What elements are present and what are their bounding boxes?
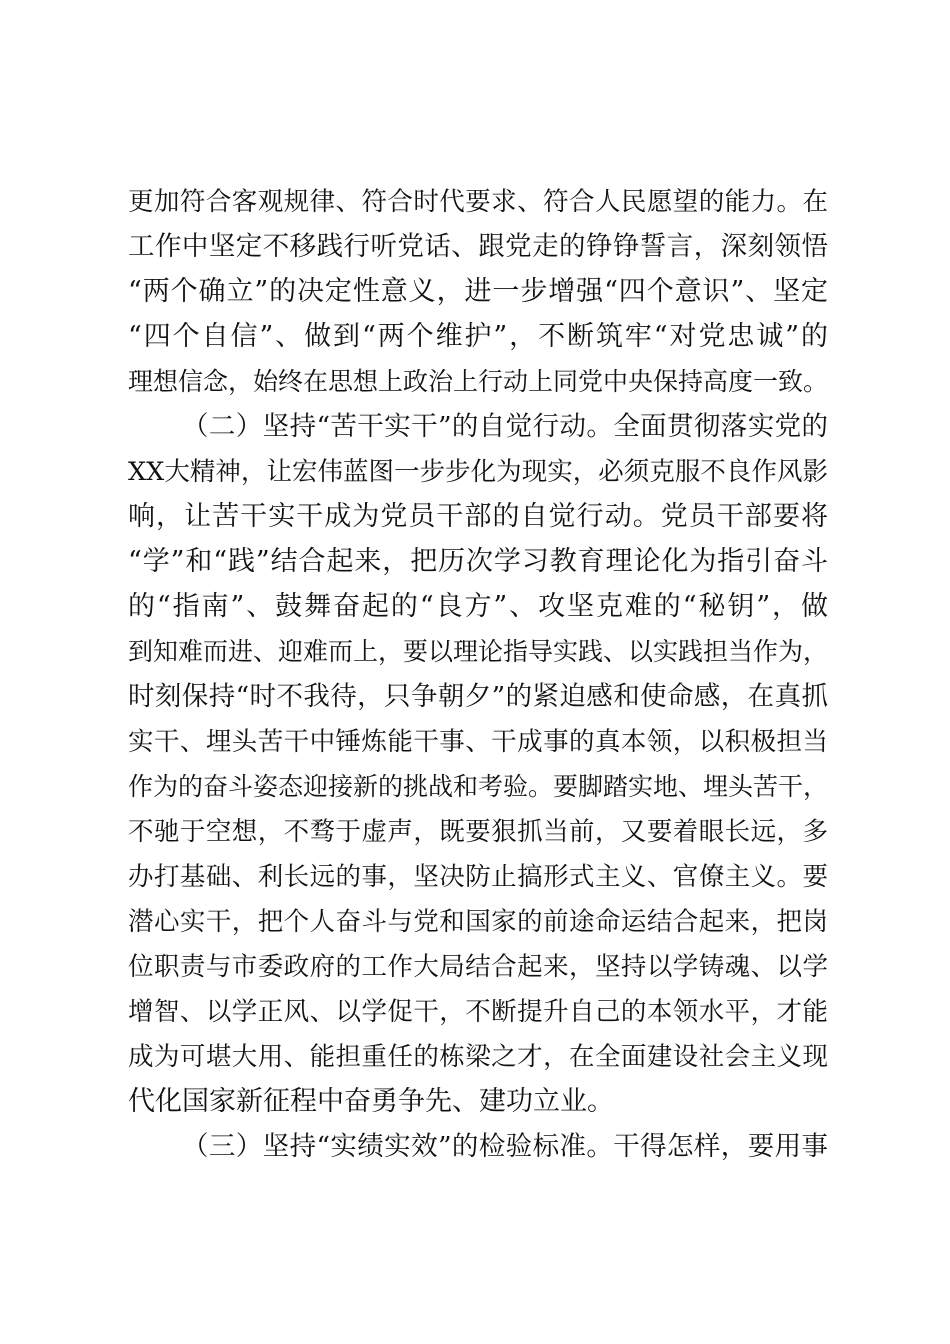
text-line-21: 代化国家新征程中奋勇争先、建功立业。 — [128, 1086, 614, 1117]
text-line-20: 成为可堪大用、能担重任的栋梁之才，在全面建设社会主义现 — [128, 1042, 828, 1072]
text-line-19: 增智、以学正风、以学促干，不断提升自己的本领水平，才能 — [128, 997, 828, 1027]
text-line-9: “学”和“践”结合起来，把历次学习教育理论化为指引奋斗 — [128, 546, 828, 577]
text-line-7: XX大精神，让宏伟蓝图一步步化为现实，必须克服不良作风影 — [128, 457, 828, 487]
text-line-5: 理想信念，始终在思想上政治上行动上同党中央保持高度一致。 — [128, 367, 829, 396]
text-line-17: 潜心实干，把个人奋斗与党和国家的前途命运结合起来，把岗 — [128, 907, 828, 937]
text-line-15: 不驰于空想，不骛于虚声，既要狠抓当前，又要着眼长远，多 — [128, 817, 828, 847]
text-line-12: 时刻保持“时不我待，只争朝夕”的紧迫感和使命感，在真抓 — [128, 681, 828, 712]
section-2-heading-line: （二）坚持“苦干实干”的自觉行动。全面贯彻落实党的 — [182, 411, 828, 442]
text-line-8: 响，让苦干实干成为党员干部的自觉行动。党员干部要将 — [128, 501, 828, 532]
text-line-16: 办打基础、利长远的事，坚决防止搞形式主义、官僚主义。要 — [128, 862, 828, 892]
text-line-18: 位职责与市委政府的工作大局结合起来，坚持以学铸魂、以学 — [128, 952, 828, 982]
text-line-10: 的“指南”、鼓舞奋起的“良方”、攻坚克难的“秘钥”，做 — [128, 591, 828, 622]
text-line-1: 更加符合客观规律、符合时代要求、符合人民愿望的能力。在 — [128, 187, 828, 217]
text-line-14: 作为的奋斗姿态迎接新的挑战和考验。要脚踏实地、埋头苦干， — [128, 772, 829, 801]
text-line-4: “四个自信”、做到“两个维护”，不断筑牢“对党忠诚”的 — [128, 321, 828, 352]
text-line-3: “两个确立”的决定性意义，进一步增强“四个意识”、坚定 — [128, 276, 828, 307]
text-line-11: 到知难而进、迎难而上，要以理论指导实践、以实践担当作为， — [128, 637, 829, 666]
section-3-heading-line: （三）坚持“实绩实效”的检验标准。干得怎样，要用事 — [182, 1131, 828, 1162]
text-line-2: 工作中坚定不移践行听党话、跟党走的铮铮誓言，深刻领悟 — [128, 231, 828, 262]
text-line-13: 实干、埋头苦干中锤炼能干事、干成事的真本领，以积极担当 — [128, 727, 828, 757]
